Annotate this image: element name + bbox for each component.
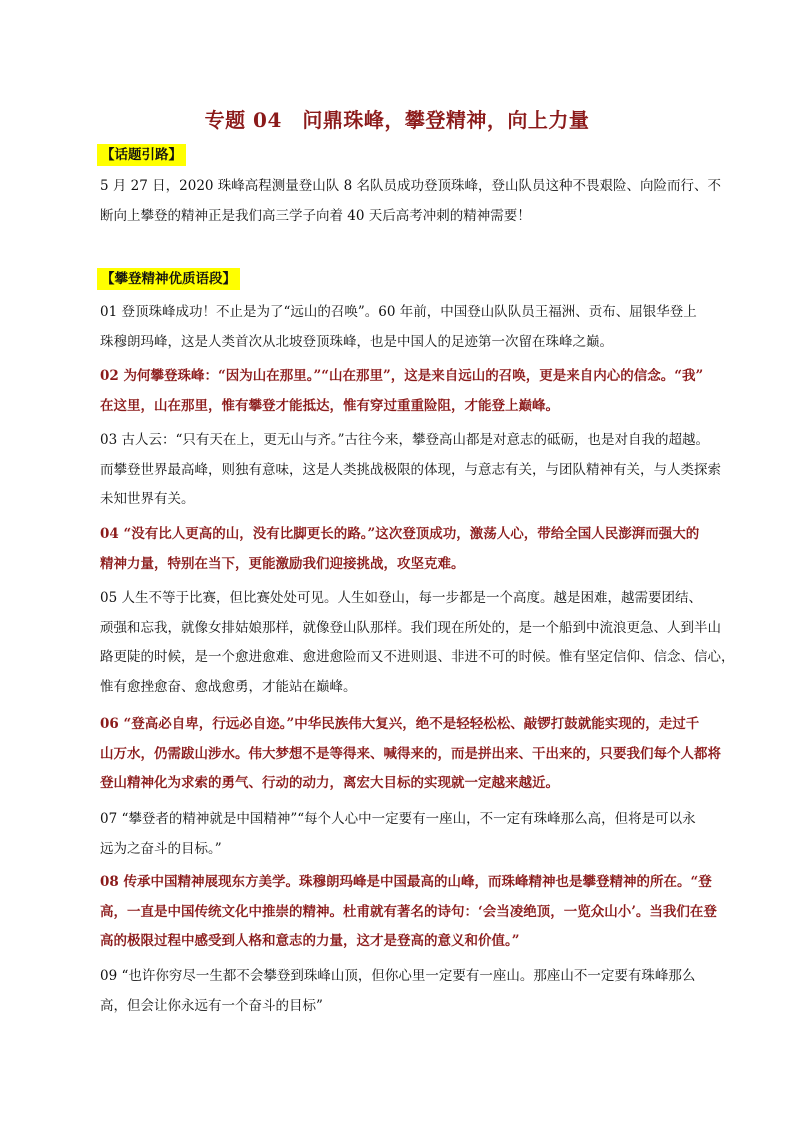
passage-line: 02 为何攀登珠峰：“因为山在那里。”“山在那里”，这是来自远山的召唤，更是来自内心的信念。“我” xyxy=(100,368,704,384)
quality-passages-tag: 【攀登精神优质语段】 xyxy=(97,268,240,290)
passage-line: 登山精神化为求索的勇气、行动的动力，离宏大目标的实现就一定越来越近。 xyxy=(100,775,559,791)
passage-line: 03 古人云：“只有天在上，更无山与齐。”古往今来，攀登高山都是对意志的砥砺，也是对自我的超越。 xyxy=(100,432,710,448)
passage-line: 在这里，山在那里，惟有攀登才能抵达，惟有穿过重重险阻，才能登上巅峰。 xyxy=(100,397,559,414)
passage-line: 04 “没有比人更高的山，没有比脚更长的路。”这次登顶成功，激荡人心，带给全国人民澎湃而强大的 xyxy=(100,526,700,542)
passage-02 xyxy=(100,362,730,421)
passage-line: 08 传承中国精神展现东方美学。珠穆朗玛峰是中国最高的山峰，而珠峰精神也是攀登精神的所在。“登 xyxy=(100,874,712,890)
passage-line: 惟有愈挫愈奋、愈战愈勇，才能站在巅峰。 xyxy=(100,678,357,695)
passage-05 xyxy=(100,584,735,702)
passage-line: 09 “也许你穷尽一生都不会攀登到珠峰山顶，但你心里一定要有一座山。那座山不一定要有珠峰那么 xyxy=(100,968,696,984)
passage-line: 07 “攀登者的精神就是中国精神”“每个人心中一定要有一座山，不一定有珠峰那么高，但将是可以永 xyxy=(100,811,696,827)
passage-08 xyxy=(100,868,730,957)
passage-line: 01 登顶珠峰成功！不止是为了“远山的召唤”。60 年前，中国登山队队员王福洲、贡布、屈银华登上 xyxy=(100,304,697,320)
passage-line: 未知世界有关。 xyxy=(100,491,195,507)
passage-line: 珠穆朗玛峰，这是人类首次从北坡登顶珠峰，也是中国人的足迹第一次留在珠峰之巅。 xyxy=(100,333,613,350)
intro-paragraph xyxy=(100,172,730,231)
passage-line: 山万水，仍需跋山涉水。伟大梦想不是等得来、喊得来的，而是拼出来、干出来的，只要我们每个人都将 xyxy=(100,745,721,762)
passage-line: 高，但会让你永远有一个奋斗的目标” xyxy=(100,997,323,1014)
passage-04 xyxy=(100,520,730,579)
passage-01 xyxy=(100,298,730,357)
passage-line: 顽强和忘我，就像女排姑娘那样，就像登山队那样。我们现在所处的，是一个船到中流浪更急、人到半山 xyxy=(100,619,721,636)
passage-03 xyxy=(100,426,730,515)
page-title: 专题 04 问鼎珠峰，攀登精神，向上力量 xyxy=(204,108,590,132)
passage-line: 路更陡的时候，是一个愈进愈难、愈进愈险而又不进则退、非进不可的时候。惟有坚定信仰、信念、信心， xyxy=(100,649,735,665)
passage-line: 高的极限过程中感受到人格和意志的力量，这才是登高的意义和价值。” xyxy=(100,933,520,949)
intro-line: 5 月 27 日，2020 珠峰高程测量登山队 8 名队员成功登顶珠峰，登山队员这种不畏艰险、向险而行、不 xyxy=(100,178,721,194)
passage-line: 而攀登世界最高峰，则独有意味，这是人类挑战极限的体现，与意志有关，与团队精神有关，与人类探索 xyxy=(100,461,721,478)
topic-guide-tag: 【话题引路】 xyxy=(97,144,186,166)
passage-line: 06 “登高必自卑，行远必自迩。”中华民族伟大复兴，绝不是轻轻松松、敲锣打鼓就能实现的，走过千 xyxy=(100,716,700,732)
passage-09 xyxy=(100,962,730,1021)
passage-line: 高，一直是中国传统文化中推崇的精神。杜甫就有著名的诗句：‘会当凌绝顶，一览众山小’。当我们在登 xyxy=(100,903,717,920)
passage-06 xyxy=(100,710,730,799)
passage-07 xyxy=(100,805,730,864)
intro-line: 断向上攀登的精神正是我们高三学子向着 40 天后高考冲刺的精神需要！ xyxy=(100,207,531,224)
passage-line: 远为之奋斗的目标。” xyxy=(100,840,222,857)
passage-line: 05 人生不等于比赛，但比赛处处可见。人生如登山，每一步都是一个高度。越是困难，越需要团结、 xyxy=(100,590,702,606)
passage-line: 精神力量，特别在当下，更能激励我们迎接挑战，攻坚克难。 xyxy=(100,555,465,572)
